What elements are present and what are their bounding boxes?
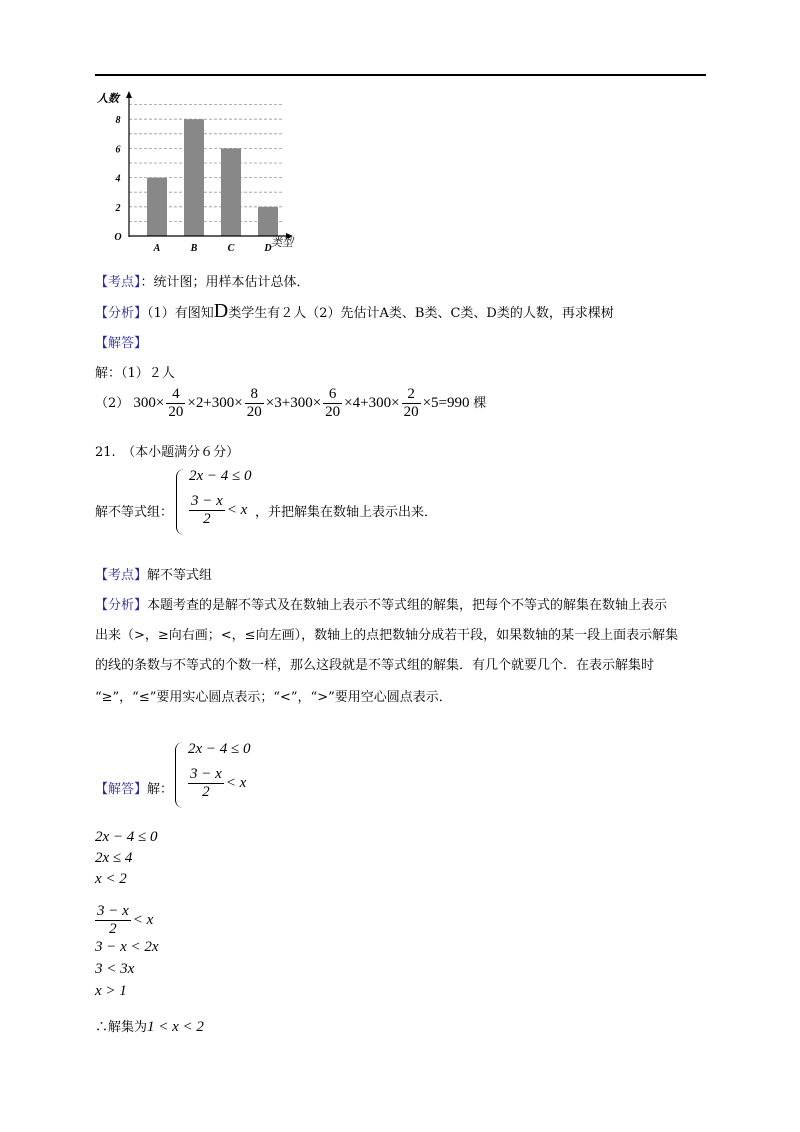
x-tick-label: D: [264, 243, 272, 254]
bar-chart: [95, 88, 320, 258]
y-tick-label: 8: [115, 115, 121, 127]
y-tick-label: 4: [115, 173, 121, 185]
bar-D: [258, 207, 278, 236]
jieda-tag: 【解答】: [95, 782, 148, 797]
frac-num: 4: [166, 386, 185, 404]
fraction: [166, 386, 185, 421]
q21-prompt-pre: 解不等式组：: [95, 505, 174, 520]
fraction: [189, 493, 225, 528]
y-tick-label: 2: [115, 202, 121, 214]
x-tick-label: C: [227, 243, 235, 254]
y-axis-label: 人数: [97, 93, 119, 105]
fenxi-big-d: D: [213, 300, 229, 322]
kaodian-tag: 【考点】: [95, 275, 141, 290]
s20-line2: [95, 386, 486, 421]
q21-header: 21. （本小题满分６分）: [95, 445, 240, 460]
jieda-post: 解：: [147, 782, 174, 797]
frac-rel: < x: [225, 774, 247, 791]
s20-kaodian-line: [95, 271, 310, 290]
fenxi-tag: 【分析】: [95, 306, 148, 321]
q21-step-a1: 2x − 4 ≤ 0: [95, 829, 158, 845]
frac-den: 20: [246, 404, 262, 421]
s20-jieda-tag: 【解答】: [95, 336, 148, 351]
x-axis-label: 类型: [271, 237, 293, 249]
expr-term: ×5=990: [422, 395, 470, 411]
kaodian-text: ：统计图；用样本估计总体．: [140, 275, 310, 290]
expr-term: 300×: [133, 395, 165, 411]
frac-den: 2: [109, 921, 117, 937]
q21-prompt-post: ，并把解集在数轴上表示出来．: [255, 505, 438, 520]
expr-term: ×3+300×: [265, 395, 322, 411]
fraction: [402, 386, 421, 421]
kaodian-text: 解不等式组: [147, 568, 213, 583]
q21-kaodian-line: [95, 564, 212, 583]
fenxi-text: 本题考查的是解不等式及在数轴上表示不等式组的解集，把每个不等式的解集在数轴上表示: [147, 598, 668, 613]
q21-solve-brace: [175, 742, 186, 808]
y-axis-arrow: [126, 91, 132, 98]
frac-den: 2: [202, 784, 210, 800]
conclusion-pre: ∴解集为: [95, 1020, 148, 1035]
frac-num: 3 − x: [97, 903, 129, 919]
bar-B: [184, 119, 204, 236]
frac-num: 3 − x: [191, 493, 223, 509]
q21-fenxi-line1: [95, 594, 667, 613]
q21-step-b2: 3 < 3x: [95, 961, 135, 977]
fraction: [245, 386, 264, 421]
q21-solve-row1: 2x − 4 ≤ 0: [188, 741, 251, 757]
q21-conclusion: [95, 1016, 204, 1036]
expr-term: ×2+300×: [187, 395, 243, 411]
frac-num: 3 − x: [190, 766, 222, 782]
s20-line1: 解：（1）２人: [95, 366, 175, 381]
q21-fenxi-line3: 的线的条数与不等式的个数一样，那么这段就是不等式组的解集．有几个就要几个．在表示解集时: [95, 658, 655, 673]
frac-num: 2: [402, 386, 421, 404]
q21-system-row2: [187, 493, 247, 528]
q21-fenxi-line4: “≥”，“≤”要用实心圆点表示；“<”，“>”要用空心圆点表示．: [95, 690, 452, 705]
q21-step-b-frac: [93, 903, 153, 938]
expr-unit: 棵: [473, 396, 487, 411]
kaodian-tag: 【考点】: [95, 568, 148, 583]
q21-step-a3: x < 2: [95, 871, 127, 887]
frac-rel: < x: [226, 501, 248, 518]
conclusion-math: 1 < x < 2: [147, 1019, 204, 1035]
fraction: [95, 903, 131, 938]
q21-fenxi-line2: 出来（>，≥向右画；<，≤向左画），数轴上的点把数轴分成若干段，如果数轴的某一段上面表示解集: [95, 628, 679, 643]
frac-den: 2: [203, 511, 211, 527]
q21-jieda-line: [95, 778, 173, 797]
frac-num: 6: [323, 386, 342, 404]
y-tick-label: 6: [115, 144, 121, 156]
fenxi-tag: 【分析】: [95, 598, 148, 613]
q21-system-row1: 2x − 4 ≤ 0: [189, 468, 252, 484]
x-tick-label: A: [153, 243, 161, 254]
q21-system-brace: [176, 469, 187, 535]
expr-term: ×4+300×: [344, 395, 400, 411]
q21-step-a2: 2x ≤ 4: [95, 850, 133, 866]
frac-rel: < x: [132, 911, 154, 928]
q21-solve-row2: [186, 766, 246, 801]
expr: [133, 386, 473, 421]
frac-den: 20: [403, 404, 419, 421]
q21-step-b3: x > 1: [95, 983, 127, 999]
frac-den: 20: [325, 404, 341, 421]
y-tick-label: O: [114, 232, 122, 243]
bar-A: [147, 178, 167, 236]
bar-C: [221, 148, 241, 236]
header-rule: [95, 74, 706, 76]
x-tick-label: B: [190, 243, 198, 254]
fenxi-post: 类学生有２人（2）先估计A类、B类、C类、D类的人数，再求棵树: [228, 306, 614, 321]
frac-den: 20: [168, 404, 184, 421]
frac-num: 8: [245, 386, 264, 404]
fraction: [188, 766, 224, 801]
fraction: [323, 386, 342, 421]
line2-prefix: （2）: [95, 396, 130, 411]
fenxi-pre: （1）有图知: [147, 306, 214, 321]
q21-step-b1: 3 − x < 2x: [95, 939, 159, 955]
s20-fenxi-line: [95, 300, 614, 323]
